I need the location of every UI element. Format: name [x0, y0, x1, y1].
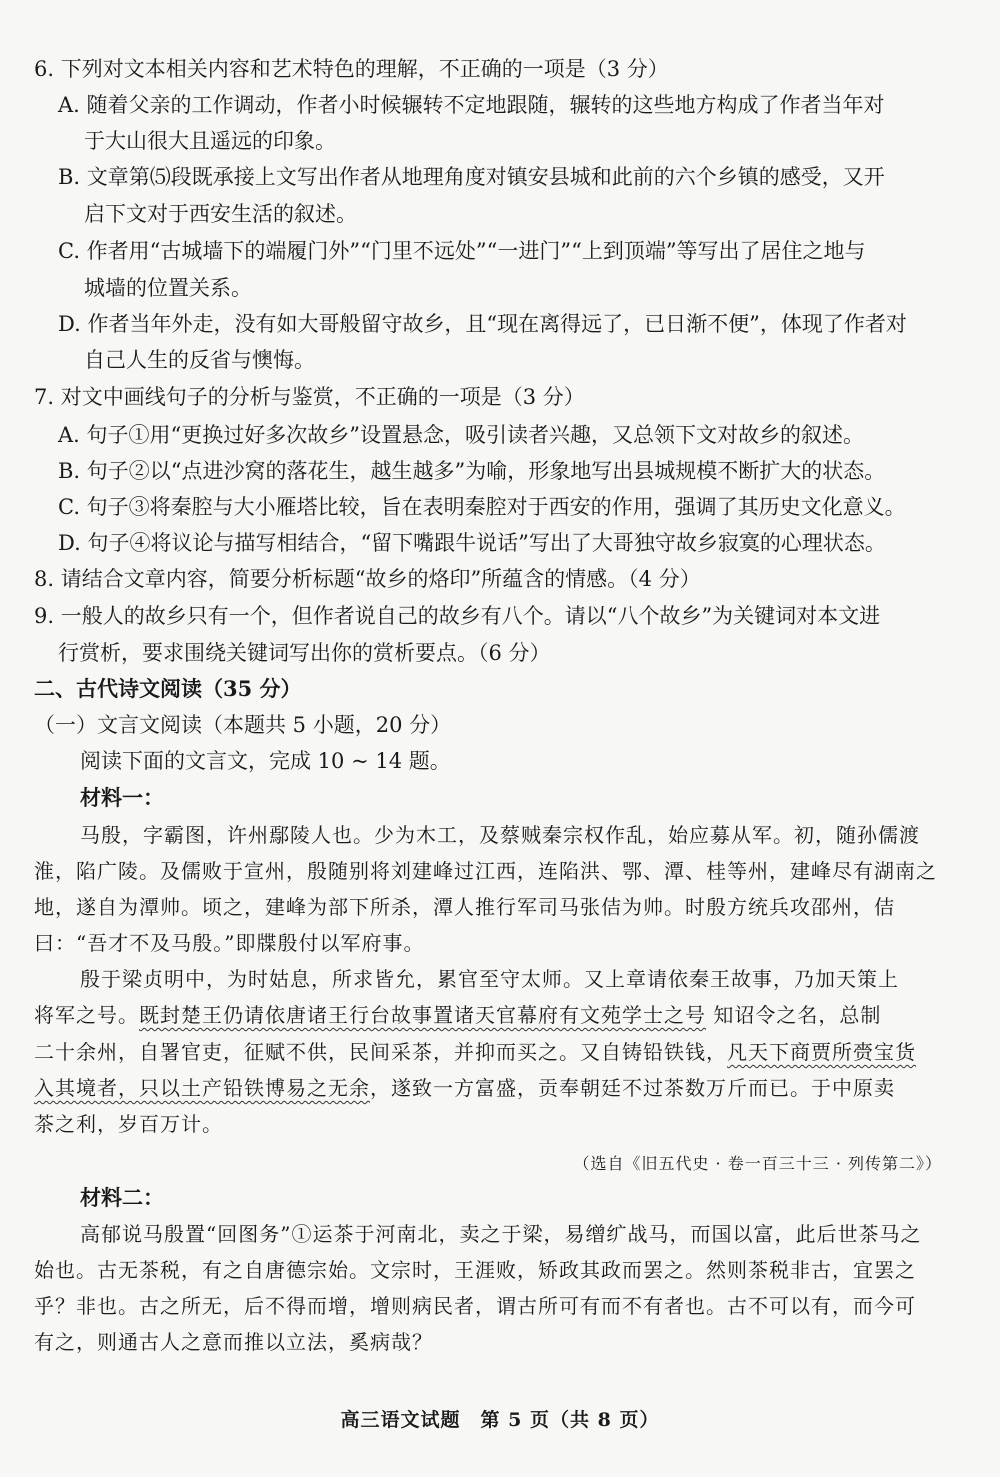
section2-instruction: 阅读下面的文言文，完成 10 ~ 14 题。 [80, 749, 451, 773]
material1-p2-line4 [34, 1073, 895, 1103]
q9-line1: 9. 一般人的故乡只有一个，但作者说自己的故乡有八个。请以“八个故乡”为关键词对本文进 [34, 604, 881, 628]
q9-line2: 行赏析，要求围绕关键词写出你的赏析要点。（6 分） [58, 641, 551, 665]
p2-line2-start: 将军之号。 [34, 1003, 139, 1027]
q7-option-c: C. 句子③将秦腔与大小雁塔比较，旨在表明秦腔对于西安的作用，强调了其历史文化意义。 [58, 495, 906, 519]
material2-line3: 乎？非也。古之所无，后不得而增，增则病民者，谓古所可有而不有者也。古不可以有，而今可 [34, 1294, 916, 1318]
q8-stem: 8. 请结合文章内容，简要分析标题“故乡的烙印”所蕴含的情感。（4 分） [34, 567, 701, 591]
q6-option-d-line2: 自己人生的反省与懊悔。 [84, 348, 315, 372]
q6-option-a-line2: 于大山很大且遥远的印象。 [84, 129, 336, 153]
q7-option-b: B. 句子②以“点进沙窝的落花生，越生越多”为喻，形象地写出县城规模不断扩大的状态。 [58, 459, 886, 483]
q6-stem: 6. 下列对文本相关内容和艺术特色的理解，不正确的一项是（3 分） [34, 57, 669, 81]
q7-stem: 7. 对文中画线句子的分析与鉴赏，不正确的一项是（3 分） [34, 385, 585, 409]
p2-line3-start: 二十余州，自署官吏，征赋不供，民间采茶，并抑而买之。又自铸铅铁钱， [34, 1040, 727, 1064]
section2-title: 二、古代诗文阅读（35 分） [34, 676, 302, 701]
material1-p2-line5: 茶之利，岁百万计。 [34, 1112, 223, 1136]
q6-option-c-line1: C. 作者用“古城墙下的端履门外”“门里不远处”“一进门”“上到顶端”等写出了居住之地与 [58, 239, 866, 263]
material1-p1-line4: 曰：“吾才不及马殷。”即牒殷付以军府事。 [34, 931, 425, 955]
material1-p2-line3 [34, 1037, 916, 1067]
material1-source: （选自《旧五代史 · 卷一百三十三 · 列传第二》） [573, 1154, 942, 1173]
q6-option-b-line1: B. 文章第⑸段既承接上文写出作者从地理角度对镇安县城和此前的六个乡镇的感受，又开 [58, 165, 885, 189]
material1-p2-line1: 殷于梁贞明中，为时姑息，所求皆允，累官至守太师。又上章请依秦王故事，乃加天策上 [80, 967, 899, 991]
material1-p2-line2 [34, 1000, 881, 1030]
material1-p1-line1: 马殷，字霸图，许州鄢陵人也。少为木工，及蔡贼秦宗权作乱，始应募从军。初，随孙儒渡 [80, 823, 920, 847]
material2-line1: 高郁说马殷置“回图务”①运茶于河南北，卖之于梁，易缯纩战马，而国以富，此后世茶马之 [80, 1222, 922, 1246]
material1-p1-line3: 地，遂自为潭帅。顷之，建峰为部下所杀，潭人推行军司马张佶为帅。时殷方统兵攻邵州，佶 [34, 895, 895, 919]
material1-p1-line2: 淮，陷广陵。及儒败于宣州，殷随别将刘建峰过江西，连陷洪、鄂、潭、桂等州，建峰尽有湖南之 [34, 859, 937, 883]
p2-line2-end: 知诏令之名，总制 [706, 1003, 882, 1027]
material2-line4: 有之，则通古人之意而推以立法，奚病哉？ [34, 1330, 433, 1354]
q6-option-b-line2: 启下文对于西安生活的叙述。 [84, 202, 357, 226]
material2-line2: 始也。古无茶税，有之自唐德宗始。文宗时，王涯败，矫政其政而罢之。然则茶税非古，宜罢之 [34, 1258, 916, 1282]
q6-option-a-line1: A. 随着父亲的工作调动，作者小时候辗转不定地跟随，辗转的这些地方构成了作者当年对 [58, 93, 885, 117]
section2-subtitle: （一）文言文阅读（本题共 5 小题，20 分） [34, 713, 452, 737]
underlined-sentence-1: 既封楚王仍请依唐诸王行台故事置诸天官幕府有文苑学士之号 [139, 1003, 706, 1027]
underlined-sentence-2-part2: 入其境者，只以土产铅铁博易之无余 [34, 1076, 370, 1100]
material1-label: 材料一： [80, 785, 164, 810]
q7-option-a: A. 句子①用“更换过好多次故乡”设置悬念，吸引读者兴趣，又总领下文对故乡的叙述。 [58, 423, 864, 447]
q7-option-d: D. 句子④将议论与描写相结合，“留下嘴跟牛说话”写出了大哥独守故乡寂寞的心理状态。 [58, 531, 886, 555]
p2-line4-end: ，遂致一方富盛，贡奉朝廷不过茶数万斤而已。于中原卖 [370, 1076, 895, 1100]
page-footer: 高三语文试题 第 5 页（共 8 页） [340, 1409, 660, 1431]
q6-option-d-line1: D. 作者当年外走，没有如大哥般留守故乡，且“现在离得远了，已日渐不便”，体现了作者对 [58, 312, 907, 336]
underlined-sentence-2-part1: 凡天下商贾所赍宝货 [727, 1040, 916, 1064]
q6-option-c-line2: 城墙的位置关系。 [84, 276, 252, 300]
material2-label: 材料二： [80, 1185, 164, 1210]
